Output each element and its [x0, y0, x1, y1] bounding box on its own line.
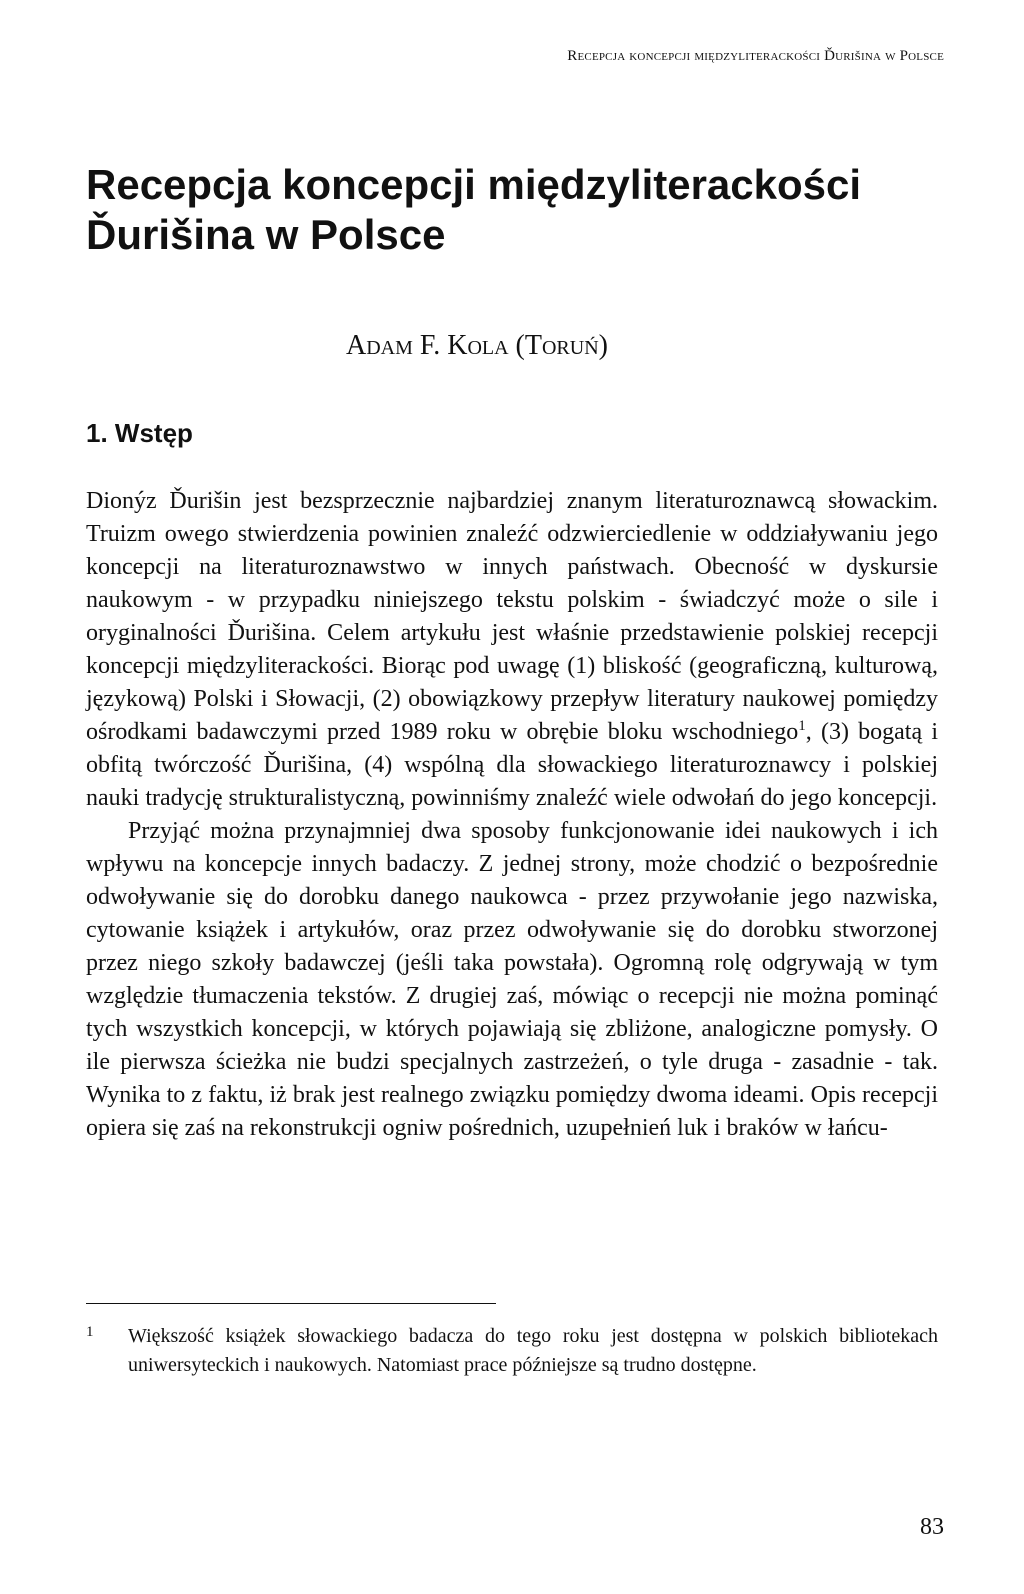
article-title-line-2: Ďurišina w Polsce [86, 211, 446, 258]
author-byline: Adam F. Kola (Toruń) [346, 330, 608, 361]
article-body [86, 485, 938, 1145]
paragraph-1-part-a: Dionýz Ďurišin jest bezsprzecznie najbardziej znanym literaturoznawcą słowackim. Truizm owego stwierdzenia powinien znaleźć odzwierciedlenie w oddziaływaniu jego koncepcji na literaturoznawstwo w innych państwach. Obecność w dyskursie naukowym - w przypadku niniejszego tekstu polskim - świadczyć może o sile i oryginalności Ďurišina. Celem artykułu jest właśnie przedstawienie polskiej recepcji koncepcji międzyliterackości. Biorąc pod uwagę (1) bliskość (geograficzną, kulturową, językową) Polski i Słowacji, (2) obowiązkowy przepływ literatury naukowej pomiędzy ośrodkami badawczymi przed 1989 roku w obrębie bloku wschodniego [86, 488, 938, 745]
footnote-text: Większość książek słowackiego badacza do tego roku jest dostępna w polskich bibliotekach uniwersyteckich i naukowych. Natomiast prace późniejsze są trudno dostępne. [128, 1325, 938, 1376]
footnote [86, 1322, 938, 1380]
section-heading: 1. Wstęp [86, 418, 193, 448]
paragraph-1-part-b: , (3) bogatą i obfitą twórczość Ďurišina, (4) wspólną dla słowackiego literaturoznawcy i polskiej nauki tradycję strukturalistyczną, powinniśmy znaleźć wiele odwołań do jego koncepcji. [86, 719, 939, 811]
paragraph-1 [86, 485, 938, 815]
footnote-reference: 1 [798, 718, 806, 734]
paragraph-2: Przyjąć można przynajmniej dwa sposoby funkcjonowanie idei naukowych i ich wpływu na koncepcje innych badaczy. Z jednej strony, może chodzić o bezpośrednie odwoływanie się do dorobku danego naukowca - przez przywołanie jego nazwiska, cytowanie książek i artykułów, oraz przez odwoływanie się do dorobku stworzonej przez niego szkoły badawczej (jeśli taka powstała). Ogromną rolę odgrywają w tym względzie tłumaczenia tekstów. Z drugiej zaś, mówiąc o recepcji nie można pominąć tych wszystkich koncepcji, w których pojawiają się zbliżone, analogiczne pomysły. O ile pierwsza ścieżka nie budzi specjalnych zastrzeżeń, o tyle druga - zasadnie - tak. Wynika to z faktu, iż brak jest realnego związku pomiędzy dwoma ideami. Opis recepcji opiera się zaś na rekonstrukcji ogniw pośrednich, uzupełnień luk i braków w łańcu- [86, 818, 938, 1141]
running-head: Recepcja koncepcji międzyliterackości Ďurišina w Polsce [567, 48, 944, 64]
page-number: 83 [920, 1514, 944, 1540]
article-title-line-1: Recepcja koncepcji międzyliterackości [86, 161, 862, 208]
footnote-divider [86, 1303, 496, 1304]
article-title [86, 160, 946, 260]
footnote-number: 1 [86, 1324, 94, 1340]
